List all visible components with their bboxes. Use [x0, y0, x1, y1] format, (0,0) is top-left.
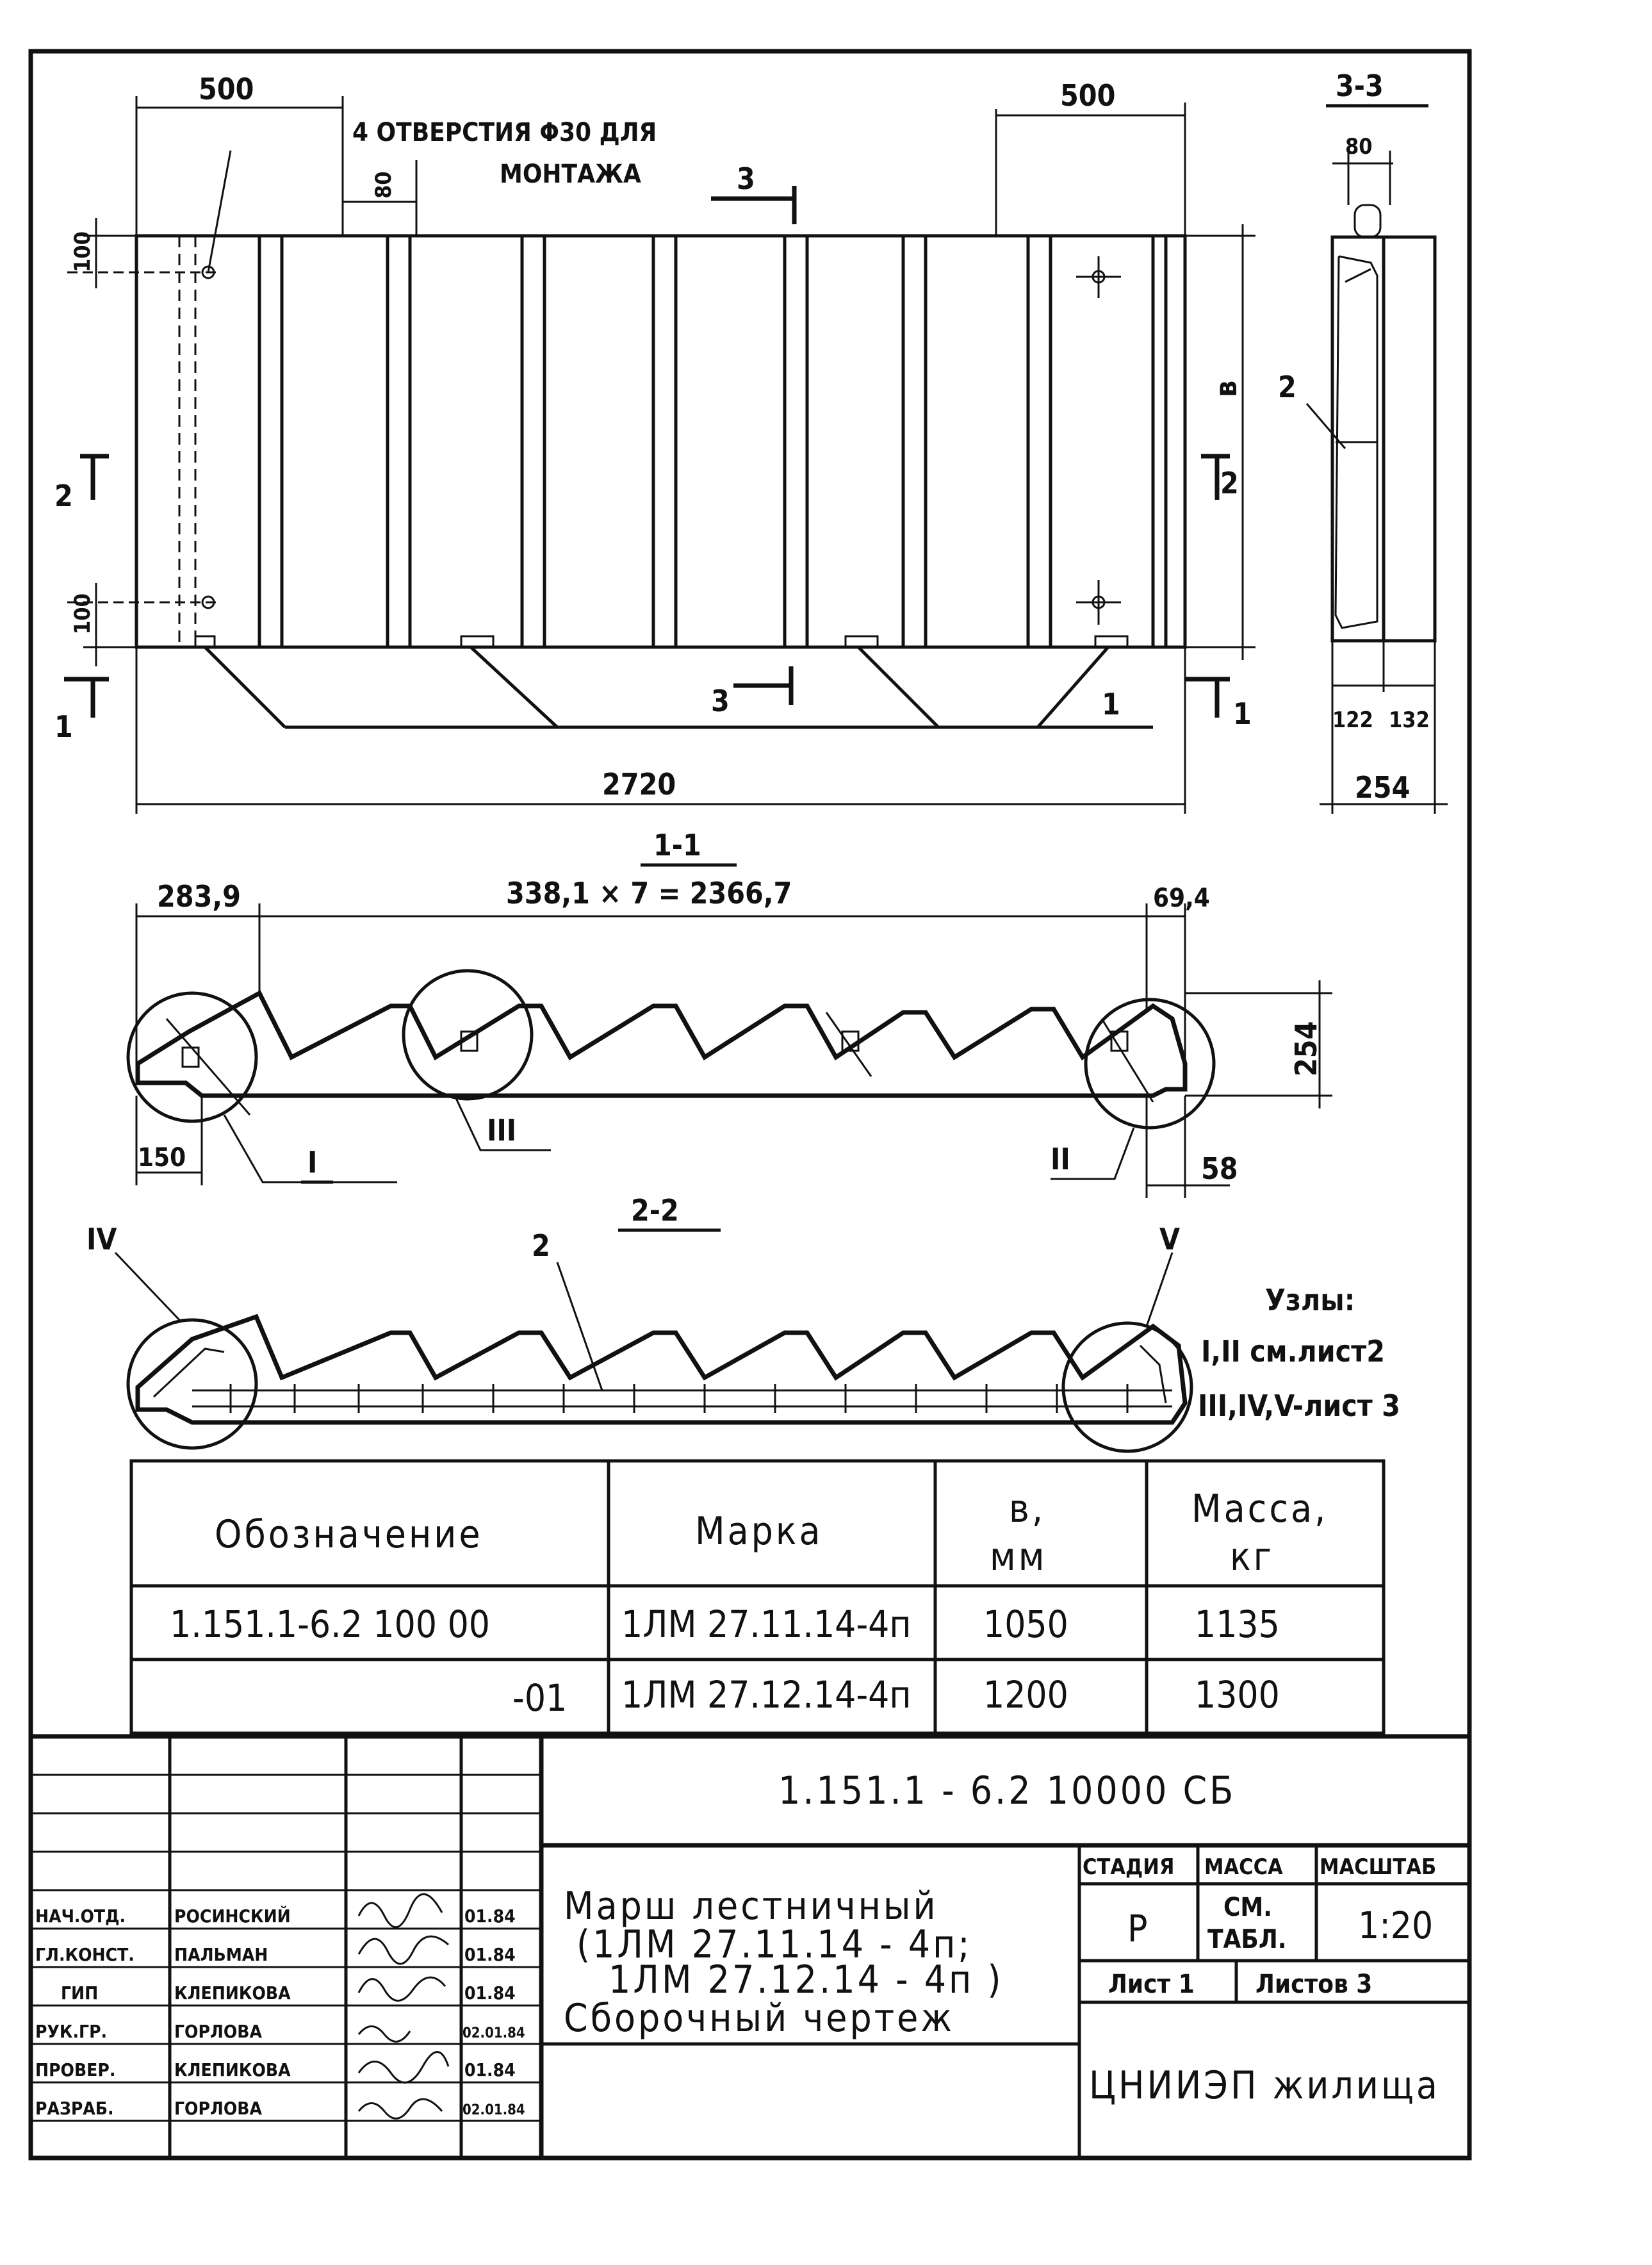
plan-dim-b: в — [1209, 380, 1243, 397]
plan-cut-2-right: 2 — [1220, 466, 1239, 500]
spec-row2-mark: 1ЛМ 27.12.14-4п — [621, 1673, 912, 1717]
spec-header-designation: Обозначение — [215, 1512, 483, 1557]
signature-scribble-3 — [359, 1977, 445, 2000]
section-1-1-dim-steps: 338,1 × 7 = 2366,7 — [506, 876, 792, 910]
sig-role-2: ГЛ.КОНСТ. — [35, 1944, 135, 1965]
organization: ЦНИИЭП жилища — [1089, 2063, 1440, 2108]
signature-scribble-5 — [359, 2052, 448, 2083]
mass-value-1: СМ. — [1223, 1893, 1272, 1922]
section-3-3 — [1278, 69, 1448, 814]
signature-scribble-6 — [359, 2099, 442, 2118]
doc-code: 1.151.1 - 6.2 10000 СБ — [778, 1768, 1236, 1813]
plan-cut-1-left: 1 — [54, 709, 73, 744]
plan-dim-500-left: 500 — [199, 72, 254, 106]
section-2-2-leader-2: 2 — [532, 1228, 550, 1263]
plan-view — [54, 72, 1255, 814]
stage-value: Р — [1127, 1907, 1148, 1950]
plan-dim-100-bottom: 100 — [70, 593, 95, 634]
plan-holes-note-1: 4 ОТВЕРСТИЯ Φ30 ДЛЯ — [352, 118, 657, 147]
plan-dim-100-top: 100 — [70, 231, 95, 272]
section-3-3-leader-2: 2 — [1278, 370, 1296, 404]
section-2-2-title: 2-2 — [631, 1193, 679, 1228]
plan-holes-note-2: МОНТАЖА — [500, 160, 641, 189]
section-1-1-dim-150: 150 — [138, 1143, 186, 1173]
plan-cut-1-right: 1 — [1233, 696, 1252, 731]
spec-header-mass: Масса, — [1191, 1487, 1329, 1531]
sheets-count: Листов 3 — [1255, 1970, 1373, 1999]
section-3-3-title: 3-3 — [1336, 69, 1384, 103]
sig-role-3: ГИП — [61, 1982, 99, 2004]
plan-cut-2-left: 2 — [54, 479, 73, 513]
sig-role-5: ПРОВЕР. — [35, 2059, 116, 2080]
sig-name-1: РОСИНСКИЙ — [174, 1906, 291, 1927]
sig-date-3: 01.84 — [464, 1982, 516, 2004]
plan-dim-80: 80 — [371, 171, 397, 199]
sig-date-5: 01.84 — [464, 2059, 516, 2080]
sig-name-5: КЛЕПИКОВА — [174, 2059, 291, 2080]
spec-header-mass-unit: кг — [1230, 1535, 1274, 1579]
signature-scribble-2 — [359, 1936, 448, 1964]
node-label-V: V — [1159, 1222, 1181, 1256]
nodes-line-2: III,IV,V-лист 3 — [1198, 1388, 1400, 1423]
plan-cut-3-top: 3 — [737, 161, 755, 196]
section-1-1-dim-283: 283,9 — [157, 879, 241, 914]
spec-row1-mark: 1ЛМ 27.11.14-4п — [621, 1602, 912, 1646]
spec-row2-designation: -01 — [512, 1676, 568, 1720]
sig-date-4: 02.01.84 — [462, 2025, 525, 2041]
plan-leader-1: 1 — [1102, 687, 1120, 721]
col-mass: МАССА — [1204, 1854, 1283, 1880]
scale-value: 1:20 — [1358, 1904, 1434, 1947]
section-1-1-dim-69: 69,4 — [1153, 884, 1210, 913]
section-3-3-dim-132: 132 — [1389, 707, 1430, 733]
node-label-I: I — [307, 1145, 318, 1180]
plan-dim-2720: 2720 — [602, 767, 676, 802]
spec-row1-mass: 1135 — [1195, 1602, 1280, 1646]
spec-row1-designation: 1.151.1-6.2 100 00 — [170, 1602, 490, 1646]
sig-name-4: ГОРЛОВА — [174, 2021, 262, 2042]
node-label-III: III — [487, 1113, 517, 1148]
section-3-3-dim-254: 254 — [1355, 770, 1411, 805]
sig-role-4: РУК.ГР. — [35, 2021, 108, 2042]
plan-cut-3-bottom: 3 — [711, 684, 730, 718]
col-stage: СТАДИЯ — [1083, 1854, 1175, 1880]
section-1-1-dim-254: 254 — [1289, 1021, 1323, 1076]
drawing-name-1: Марш лестничный — [564, 1884, 938, 1929]
sig-name-6: ГОРЛОВА — [174, 2098, 262, 2119]
node-circle-II — [1086, 1000, 1214, 1128]
drawing-name-4: Сборочный чертеж — [564, 1996, 955, 2041]
nodes-line-1: I,II см.лист2 — [1201, 1334, 1385, 1369]
section-2-2 — [86, 1193, 1400, 1451]
drawing-name-2: (1ЛМ 27.11.14 - 4п; — [577, 1922, 972, 1967]
sheet-number: Лист 1 — [1108, 1970, 1195, 1999]
spec-header-mark: Марка — [695, 1509, 823, 1554]
col-scale: МАСШТАБ — [1320, 1854, 1437, 1880]
section-1-1-title: 1-1 — [653, 828, 701, 862]
section-3-3-dim-80: 80 — [1345, 134, 1373, 160]
spec-header-b: в, — [1009, 1487, 1045, 1531]
section-1-1-dim-58: 58 — [1201, 1151, 1238, 1186]
signature-scribble-1 — [359, 1894, 442, 1927]
sig-date-1: 01.84 — [464, 1906, 516, 1927]
node-label-II: II — [1051, 1142, 1070, 1176]
signature-scribble-4 — [359, 2027, 410, 2042]
sig-role-6: РАЗРАБ. — [35, 2098, 114, 2119]
sheet-frame — [31, 51, 1469, 2158]
section-3-3-dim-122: 122 — [1332, 707, 1373, 733]
spec-table — [131, 1461, 1384, 1733]
section-1-1 — [128, 828, 1332, 1198]
spec-row2-mass: 1300 — [1195, 1673, 1280, 1717]
spec-row2-b: 1200 — [983, 1673, 1068, 1717]
drawing-name-3: 1ЛМ 27.12.14 - 4п ) — [609, 1957, 1004, 2002]
title-block — [31, 1736, 1469, 2158]
spec-header-b-unit: мм — [990, 1535, 1047, 1579]
sig-role-1: НАЧ.ОТД. — [35, 1906, 126, 1927]
spec-row1-b: 1050 — [983, 1602, 1068, 1646]
plan-dim-500-right: 500 — [1060, 78, 1116, 113]
nodes-title: Узлы: — [1265, 1283, 1355, 1317]
sig-name-3: КЛЕПИКОВА — [174, 1982, 291, 2004]
node-label-IV: IV — [86, 1222, 117, 1256]
mass-value-2: ТАБЛ. — [1207, 1925, 1287, 1954]
sig-date-2: 01.84 — [464, 1944, 516, 1965]
sig-date-6: 02.01.84 — [462, 2102, 525, 2118]
sig-name-2: ПАЛЬМАН — [174, 1944, 268, 1965]
